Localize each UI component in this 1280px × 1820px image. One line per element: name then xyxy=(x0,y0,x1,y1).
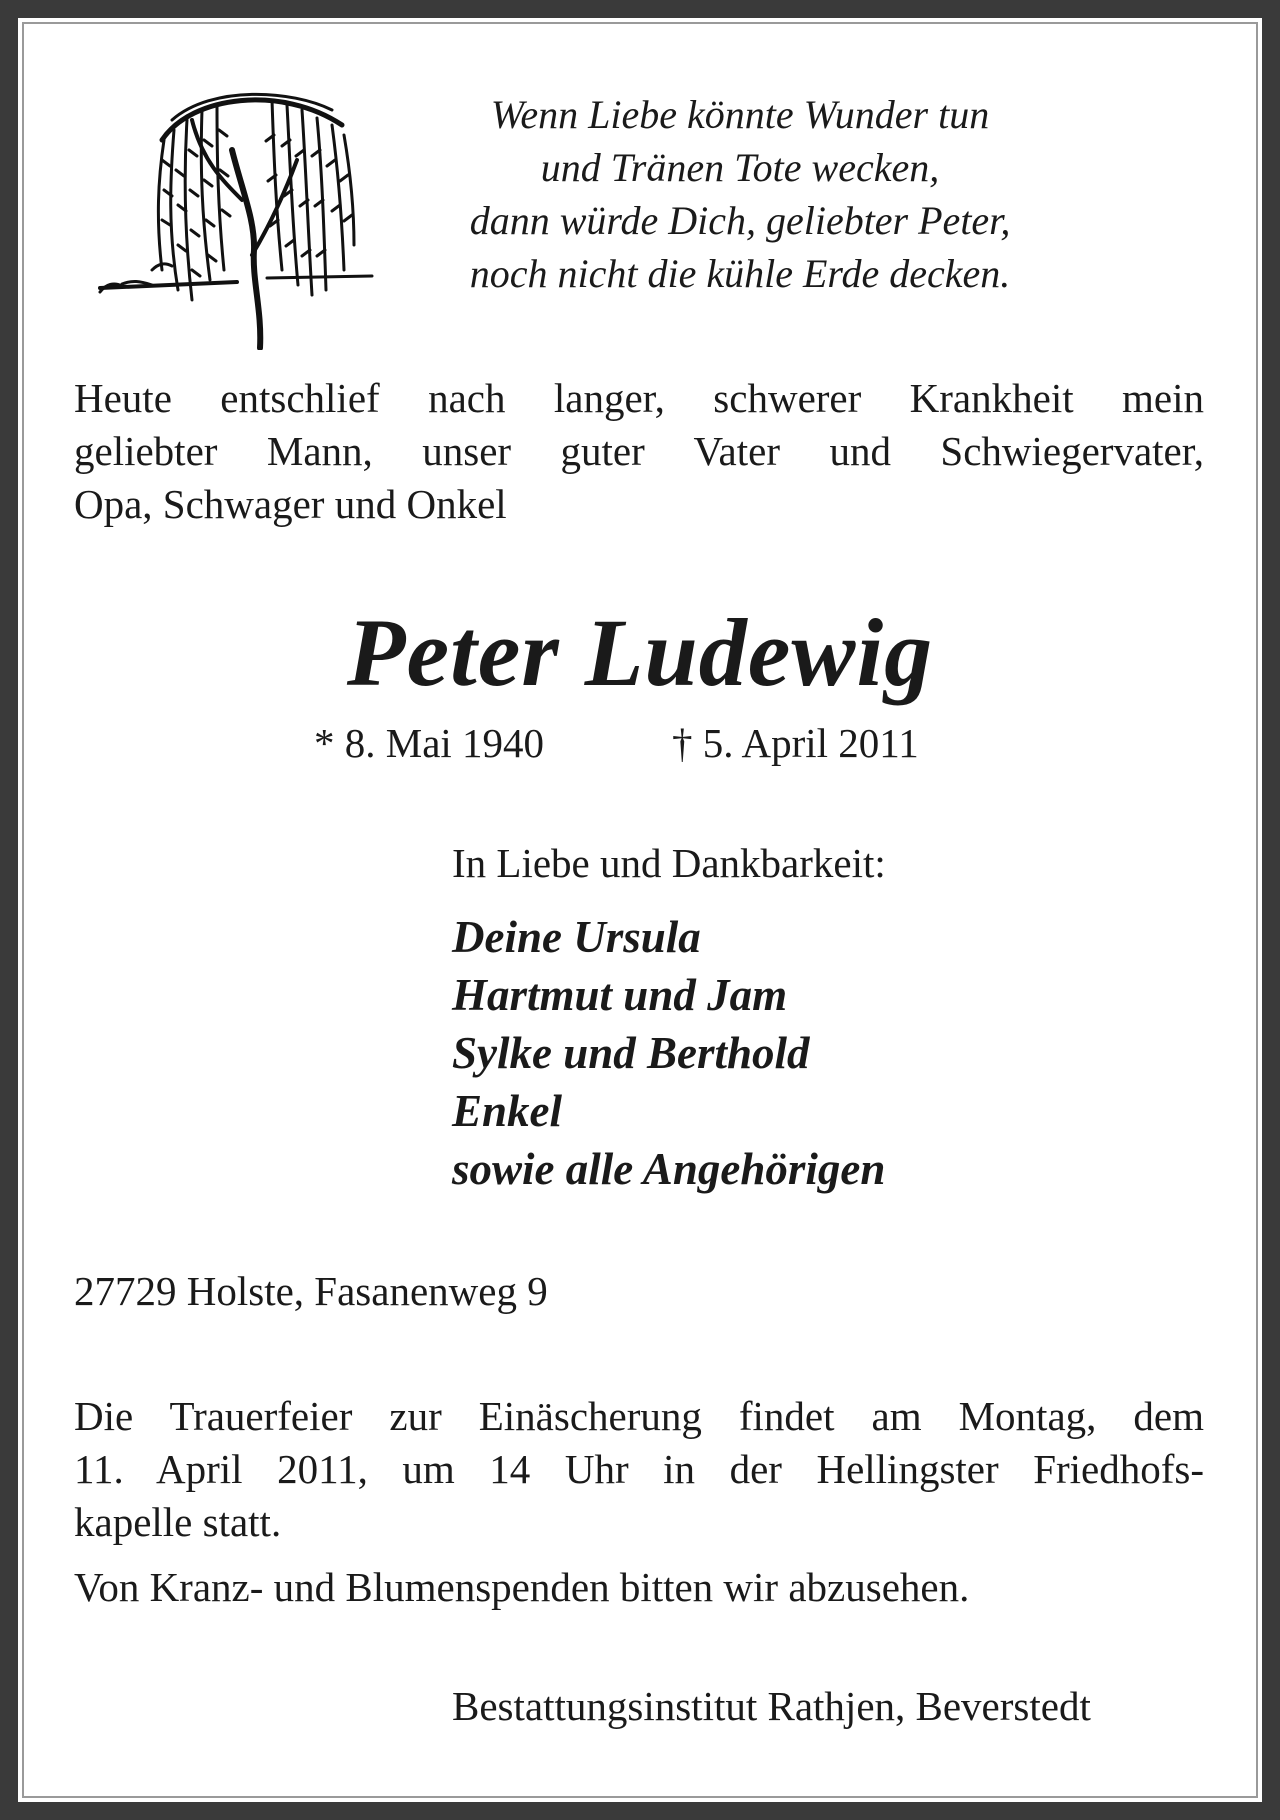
poem-line: und Tränen Tote wecken, xyxy=(540,145,940,190)
poem-line: noch nicht die kühle Erde decken. xyxy=(469,251,1011,296)
flowers-note: Von Kranz- und Blumenspenden bitten wir abzusehen. xyxy=(74,1564,970,1610)
service-line: 11. April 2011, um 14 Uhr in der Hellingster Friedhofs- xyxy=(74,1446,1204,1492)
intro-line: Heute entschlief nach langer, schwerer Krankheit mein xyxy=(74,375,1204,421)
birth-date: * 8. Mai 1940 xyxy=(314,720,545,766)
mourners-intro: In Liebe und Dankbarkeit: xyxy=(452,840,886,886)
mourner-name: Deine Ursula xyxy=(452,912,701,962)
death-date: † 5. April 2011 xyxy=(672,720,919,766)
service-info xyxy=(74,1390,1204,1549)
mourner-name: Enkel xyxy=(452,1086,563,1136)
undertaker: Bestattungsinstitut Rathjen, Beverstedt xyxy=(452,1683,1091,1729)
intro-line: Opa, Schwager und Onkel xyxy=(74,481,507,527)
address: 27729 Holste, Fasanenweg 9 xyxy=(74,1268,548,1314)
mourner-name: sowie alle Angehörigen xyxy=(452,1144,886,1194)
service-line: kapelle statt. xyxy=(74,1499,282,1545)
intro-text xyxy=(74,372,1204,531)
mourner-name: Sylke und Berthold xyxy=(452,1028,810,1078)
intro-line: geliebter Mann, unser guter Vater und Schwiegervater, xyxy=(74,428,1204,474)
deceased-name: Peter Ludewig xyxy=(346,599,934,706)
poem-line: dann würde Dich, geliebter Peter, xyxy=(469,198,1011,243)
service-line: Die Trauerfeier zur Einäscherung findet am Montag, dem xyxy=(74,1393,1204,1439)
mourner-name: Hartmut und Jam xyxy=(452,970,788,1020)
poem xyxy=(400,88,1080,300)
mourners-list xyxy=(452,908,885,1198)
poem-line: Wenn Liebe könnte Wunder tun xyxy=(490,92,990,137)
weeping-willow-icon xyxy=(92,80,382,350)
